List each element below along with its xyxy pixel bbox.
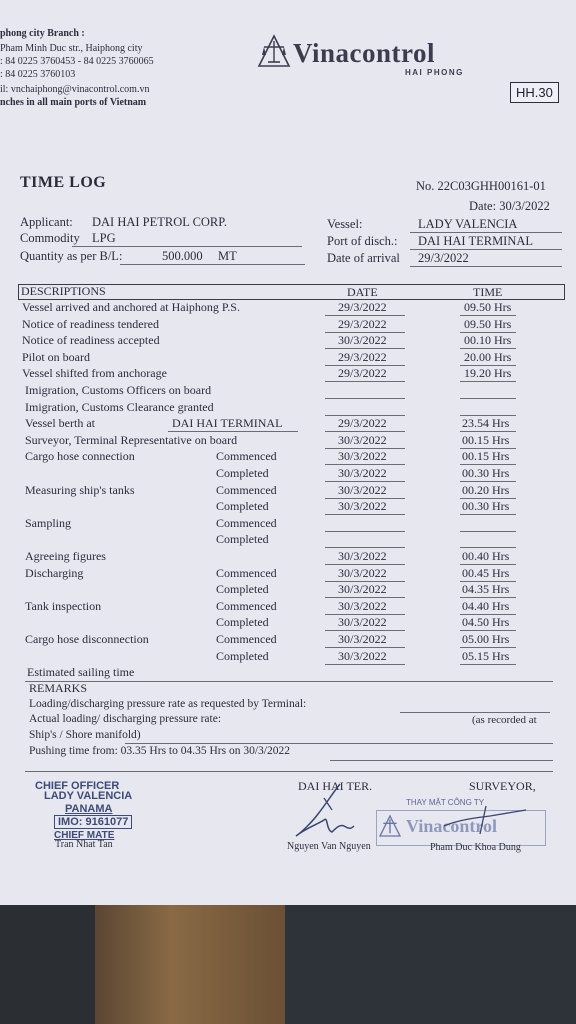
- row-stage: Commenced: [216, 632, 277, 646]
- row-time: 09.50 Hrs: [464, 300, 512, 314]
- row-stage: Commenced: [216, 483, 277, 497]
- row-date: 29/3/2022: [338, 350, 387, 364]
- branch-line-4: : 84 0225 3760103: [0, 69, 76, 80]
- form-code-badge: HH.30: [510, 82, 559, 103]
- table-row: [0, 483, 576, 499]
- surveyor-name: Pham Duc Khoa Dung: [430, 842, 521, 853]
- branch-line-2: Pham Minh Duc str., Haiphong city: [0, 43, 143, 54]
- row-time: 20.00 Hrs: [464, 350, 512, 364]
- date-underline: [325, 664, 405, 665]
- row-stage: Completed: [216, 466, 269, 480]
- port-value: DAI HAI TERMINAL: [418, 234, 534, 248]
- row-time: 23.54 Hrs: [462, 416, 510, 430]
- date-underline: [325, 431, 405, 432]
- table-row: [0, 300, 576, 316]
- table-row: [0, 366, 576, 382]
- date-underline: [325, 481, 405, 482]
- row-description: Notice of readiness tendered: [22, 317, 159, 331]
- dai-hai-signature-icon: [288, 780, 378, 846]
- chief-officer-label: CHIEF OFFICER: [35, 780, 120, 792]
- col-descriptions: DESCRIPTIONS: [21, 284, 106, 298]
- table-row: [0, 549, 576, 565]
- row-stage: Completed: [216, 499, 269, 513]
- wood-surface: [95, 905, 285, 1024]
- ship-stamp: [32, 790, 150, 841]
- table-row: [0, 566, 576, 582]
- table-row: [0, 433, 576, 449]
- remarks-label: REMARKS: [29, 681, 88, 695]
- table-row: [0, 449, 576, 465]
- vinacontrol-logo: [256, 34, 292, 73]
- stamp-vessel-name: LADY VALENCIA: [44, 790, 133, 802]
- estimated-sailing-label: Estimated sailing time: [27, 665, 135, 679]
- table-row: [0, 383, 576, 399]
- col-time: TIME: [473, 285, 503, 299]
- date-underline: [325, 647, 405, 648]
- vessel-label: Vessel:: [327, 217, 363, 231]
- arrival-label: Date of arrival: [327, 251, 400, 265]
- vessel-value: LADY VALENCIA: [418, 217, 518, 231]
- remarks-line-2-right: (as recorded at: [472, 714, 537, 726]
- row-time: 00.40 Hrs: [462, 549, 510, 563]
- table-row: [0, 599, 576, 615]
- table-row: [0, 333, 576, 349]
- time-underline: [460, 398, 516, 399]
- row-date: 29/3/2022: [338, 366, 387, 380]
- quantity-label: Quantity as per B/L:: [20, 249, 123, 263]
- row-description: Sampling: [25, 516, 72, 530]
- row-time: 00.10 Hrs: [464, 333, 512, 347]
- dai-hai-label: DAI HAI TER.: [298, 779, 373, 793]
- date-underline: [325, 398, 405, 399]
- row-stage: Completed: [216, 615, 269, 629]
- table-row: [0, 649, 576, 665]
- table-row: [0, 499, 576, 515]
- row-time: 00.45 Hrs: [462, 566, 510, 580]
- row-date: 29/3/2022: [338, 300, 387, 314]
- row-time: 00.20 Hrs: [462, 483, 510, 497]
- chief-officer-name: Tran Nhat Tan: [55, 839, 113, 850]
- row-description: Vessel shifted from anchorage: [22, 366, 167, 380]
- row-description: Notice of readiness accepted: [22, 333, 160, 347]
- row-date: 30/3/2022: [338, 599, 387, 613]
- remarks-line-2: Actual loading/ discharging pressure rate:: [29, 713, 222, 725]
- row-date: 30/3/2022: [338, 549, 387, 563]
- row-date: 30/3/2022: [338, 333, 387, 347]
- logo-sub: HAI PHONG: [405, 68, 464, 77]
- table-row: [0, 632, 576, 648]
- applicant-label: Applicant:: [20, 215, 73, 229]
- row-description: Vessel berth at: [25, 416, 95, 430]
- remarks-line-3: Ship's / Shore manifold): [29, 729, 141, 741]
- row-time: 09.50 Hrs: [464, 317, 512, 331]
- time-underline: [460, 481, 516, 482]
- place-underline: [168, 431, 298, 432]
- remarks-line-1: Loading/discharging pressure rate as requested by Terminal:: [29, 698, 307, 710]
- stamp-on-behalf: THAY MẶT CÔNG TY: [406, 798, 485, 807]
- row-description: Pilot on board: [22, 350, 90, 364]
- row-stage: Commenced: [216, 566, 277, 580]
- commodity-value: LPG: [92, 231, 116, 245]
- time-underline: [460, 381, 516, 382]
- time-underline: [460, 564, 516, 565]
- date-underline: [325, 547, 405, 548]
- surveyor-signature-icon: [440, 800, 530, 840]
- dai-hai-name: Nguyen Van Nguyen: [287, 841, 371, 852]
- time-underline: [460, 630, 516, 631]
- date-underline: [325, 315, 405, 316]
- quantity-unit: MT: [218, 249, 237, 263]
- row-description: Cargo hose disconnection: [25, 632, 149, 646]
- row-time: 00.30 Hrs: [462, 499, 510, 513]
- row-description: Surveyor, Terminal Representative on board: [25, 433, 238, 447]
- surveyor-label: SURVEYOR,: [469, 779, 536, 793]
- table-row: [0, 350, 576, 366]
- row-time: 05.15 Hrs: [462, 649, 510, 663]
- row-date: 30/3/2022: [338, 449, 387, 463]
- table-row: [0, 317, 576, 333]
- date-underline: [325, 630, 405, 631]
- branch-email: il: vnchaiphong@vinacontrol.com.vn: [0, 84, 150, 95]
- row-time: 05.00 Hrs: [462, 632, 510, 646]
- table-row: [0, 582, 576, 598]
- row-description: Imigration, Customs Clearance granted: [25, 400, 214, 414]
- time-underline: [460, 597, 516, 598]
- page-title: TIME LOG: [20, 174, 107, 191]
- row-time: 04.50 Hrs: [462, 615, 510, 629]
- time-underline: [460, 431, 516, 432]
- stamp-company: Vinacontrol: [406, 816, 498, 836]
- quantity-value: 500.000: [162, 249, 203, 263]
- row-description: Discharging: [25, 566, 84, 580]
- row-time: 00.15 Hrs: [462, 433, 510, 447]
- port-label: Port of disch.:: [327, 234, 398, 248]
- table-row: [0, 400, 576, 416]
- row-date: 30/3/2022: [338, 566, 387, 580]
- row-date: 29/3/2022: [338, 317, 387, 331]
- row-time: 04.35 Hrs: [462, 582, 510, 596]
- branch-line-3: : 84 0225 3760453 - 84 0225 3760065: [0, 56, 154, 67]
- stamp-rank: CHIEF MATE: [54, 830, 115, 841]
- table-row: [0, 416, 576, 432]
- row-time: 00.30 Hrs: [462, 466, 510, 480]
- document-date: Date: 30/3/2022: [469, 199, 550, 213]
- row-description: Tank inspection: [25, 599, 102, 613]
- row-stage: DAI HAI TERMINAL: [172, 416, 283, 430]
- table-row: [0, 516, 576, 532]
- time-underline: [460, 464, 516, 465]
- background-surface: [0, 905, 576, 1024]
- row-time: 00.15 Hrs: [462, 449, 510, 463]
- date-underline: [325, 464, 405, 465]
- row-date: 30/3/2022: [338, 632, 387, 646]
- arrival-value: 29/3/2022: [418, 251, 469, 265]
- branch-line-1: phong city Branch :: [0, 28, 85, 39]
- time-underline: [460, 315, 516, 316]
- row-stage: Completed: [216, 532, 269, 546]
- shadow-area: [285, 905, 576, 1024]
- row-time: 04.40 Hrs: [462, 599, 510, 613]
- table-row: [0, 615, 576, 631]
- stamp-scales-icon: [378, 814, 402, 838]
- row-description: Agreeing figures: [25, 549, 106, 563]
- row-stage: Commenced: [216, 516, 277, 530]
- row-date: 30/3/2022: [338, 483, 387, 497]
- col-date: DATE: [347, 285, 378, 299]
- row-date: 29/3/2022: [338, 416, 387, 430]
- row-time: 19.20 Hrs: [464, 366, 512, 380]
- row-date: 30/3/2022: [338, 499, 387, 513]
- date-underline: [325, 597, 405, 598]
- table-row: [0, 532, 576, 548]
- row-description: Cargo hose connection: [25, 449, 135, 463]
- commodity-label: Commodity: [20, 231, 80, 245]
- time-underline: [460, 514, 516, 515]
- time-underline: [460, 348, 516, 349]
- time-underline: [460, 664, 516, 665]
- row-description: Measuring ship's tanks: [25, 483, 135, 497]
- logo-name: Vinacontrol: [293, 38, 436, 68]
- time-underline: [460, 547, 516, 548]
- row-date: 30/3/2022: [338, 615, 387, 629]
- row-stage: Commenced: [216, 599, 277, 613]
- remarks-pushing-time: Pushing time from: 03.35 Hrs to 04.35 Hrs on 30/3/2022: [29, 745, 290, 757]
- time-underline: [460, 647, 516, 648]
- row-date: 30/3/2022: [338, 466, 387, 480]
- document-number: No. 22C03GHH00161-01: [416, 179, 546, 193]
- row-stage: Completed: [216, 649, 269, 663]
- row-date: 30/3/2022: [338, 582, 387, 596]
- scales-logo-icon: [256, 34, 292, 68]
- date-underline: [325, 514, 405, 515]
- branch-line-6: nches in all main ports of Vietnam: [0, 97, 147, 108]
- date-underline: [325, 381, 405, 382]
- stamp-imo: IMO: 9161077: [54, 815, 132, 829]
- row-date: 30/3/2022: [338, 433, 387, 447]
- date-underline: [325, 564, 405, 565]
- applicant-value: DAI HAI PETROL CORP.: [92, 215, 227, 229]
- stamp-flag: PANAMA: [65, 803, 113, 815]
- row-date: 30/3/2022: [338, 649, 387, 663]
- date-underline: [325, 348, 405, 349]
- row-stage: Commenced: [216, 449, 277, 463]
- row-description: Vessel arrived and anchored at Haiphong P.S.: [22, 300, 240, 314]
- row-stage: Completed: [216, 582, 269, 596]
- row-description: Imigration, Customs Officers on board: [25, 383, 212, 397]
- table-row: [0, 466, 576, 482]
